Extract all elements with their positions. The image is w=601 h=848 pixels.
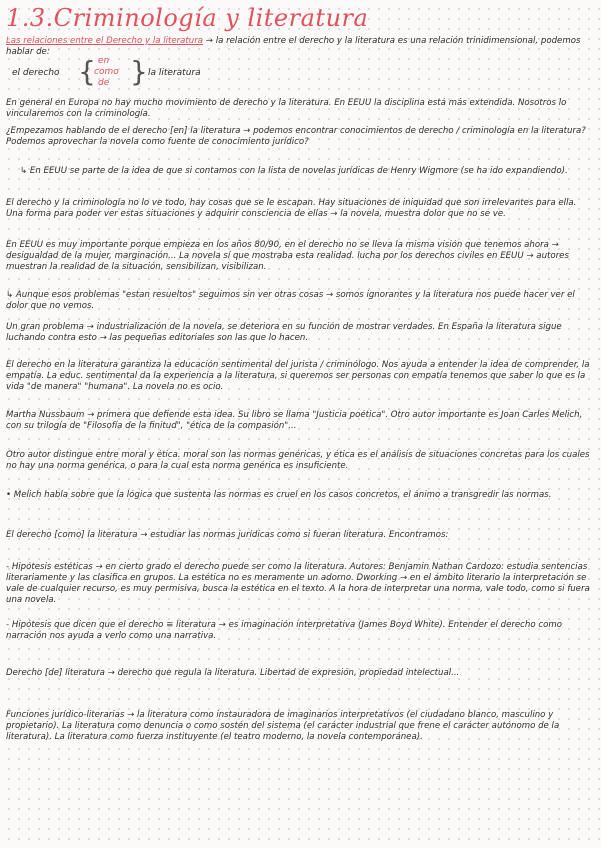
paragraph-9: Martha Nussbaum → primera que defiende esta idea. Su libro se llama "Justicia poética". Otro autor importante es Joan Carles Melich, con su trilogía de "Filosofía de la finitud", "ética de la compasión"...	[6, 410, 583, 431]
paragraph-7: Un gran problema → industrialización de la novela, se deteriora en su función de mostrar verdades. En España la literatura sigue luchando contra esto → las pequeñas editoriales son las que lo hacen.	[6, 322, 562, 343]
paragraph-3: ↳ En EEUU se parte de la idea de que si contamos con la lista de novelas jurídicas de Henry Wigmore (se ha ido expandiendo).	[20, 166, 568, 176]
paragraph-16: Funciones jurídico-literarias → la literatura como instauradora de imaginarios interpretativos (el ciudadano blanco, masculino y propietario). La literatura como denuncia o como sostén del sistema (el carácter industrial que frene el carácter autónomo de la literatura). La literatura como fuerza instituyente (el teatro moderno, la novela contemporánea).	[6, 710, 560, 742]
intro-text: → la relación entre el derecho y la literatura es una relación trinidimensional, podemos hablar de:	[6, 36, 581, 57]
scheme-option-como: como	[94, 67, 119, 77]
page-title: 1.3.Criminología y literatura	[6, 4, 369, 32]
intro-red-lead: Las relaciones entre el Derecho y la literatura	[6, 36, 204, 46]
paragraph-5: En EEUU es muy importante porque empieza en los años 80/90, en el derecho no se lleva la misma visión que tenemos ahora → desigualdad de la mujer, marginación... La novela sí que mostraba esta realidad. lucha por los derechos civiles en EEUU → autores muestran la realidad de la situación, sensibilizan, visibilizan.	[6, 240, 569, 272]
scheme-brace-left: {	[78, 55, 96, 88]
paragraph-8: El derecho en la literatura garantiza la educación sentimental del jurista / criminólogo. Nos ayuda a entender la idea de comprender, la empatía. La educ. sentimental da la experiencia a la literatura, si queremos ser personas con empatía tenemos que saber lo que es la vida "de manera" "humana". La novela no es ocio.	[6, 360, 590, 392]
paragraph-2: ¿Empezamos hablando de el derecho [en] la literatura → podemos encontrar conocimientos de derecho / criminología en la literatura? Podemos aprovechar la novela como fuente de conocimiento jurídico?	[6, 126, 586, 147]
paragraph-1: En general en Europa no hay mucho movimiento de derecho y la literatura. En EEUU la disciplina está más extendida. Nosotros lo vincularemos con la criminología.	[6, 98, 567, 119]
paragraph-13: - Hipótesis estéticas → en cierto grado el derecho puede ser como la literatura. Autores: Benjamin Nathan Cardozo: estudia sentencias literariamente y las clasifica en grupos. La estética no es meramente un adorno. Dworking → en el ámbito literario la interpretación se vale de cualquier recurso, es muy permisiva, busca la estética en el texto. A la hora de interpretar una norma, vale todo, como si fuera una novela.	[6, 562, 590, 605]
scheme-option-de: de	[98, 78, 110, 88]
relation-scheme	[6, 56, 306, 92]
paragraph-12: El derecho [como] la literatura → estudiar las normas jurídicas como si fueran literatura. Encontramos:	[6, 530, 449, 540]
paragraph-4: El derecho y la criminología no lo ve todo, hay cosas que se le escapan. Hay situaciones de iniquidad que son irrelevantes para ella. Una forma para poder ver estas situaciones y adquirir consciencia de ellas → la novela, muestra dolor que no se ve.	[6, 198, 577, 219]
paragraph-10: Otro autor distingue entre moral y ética. moral son las normas genéricas, y ética es el análisis de situaciones concretas para los cuales no hay una norma genérica, o para la cual esta norma genérica es insuficiente.	[6, 450, 590, 471]
scheme-right: la literatura	[148, 68, 201, 78]
paragraph-15: Derecho [de] literatura → derecho que regula la literatura. Libertad de expresión, propiedad intelectual...	[6, 668, 460, 678]
scheme-brace-right: }	[130, 55, 148, 88]
paragraph-14: - Hipótesis que dicen que el derecho ≅ literatura → es imaginación interpretativa (James Boyd White). Entender el derecho como narración nos ayuda a verlo como una narrativa.	[6, 620, 562, 641]
paragraph-6: ↳ Aunque esos problemas "estan resueltos" seguimos sin ver otras cosas → somos ignorantes y la literatura nos puede hacer ver el dolor que no vemos.	[6, 290, 575, 311]
scheme-option-en: en	[98, 56, 110, 66]
scheme-left: el derecho	[12, 68, 60, 78]
paragraph-11: • Melich habla sobre que la lógica que sustenta las normas es cruel en los casos concretos, el ánimo a transgredir las normas.	[6, 490, 552, 500]
